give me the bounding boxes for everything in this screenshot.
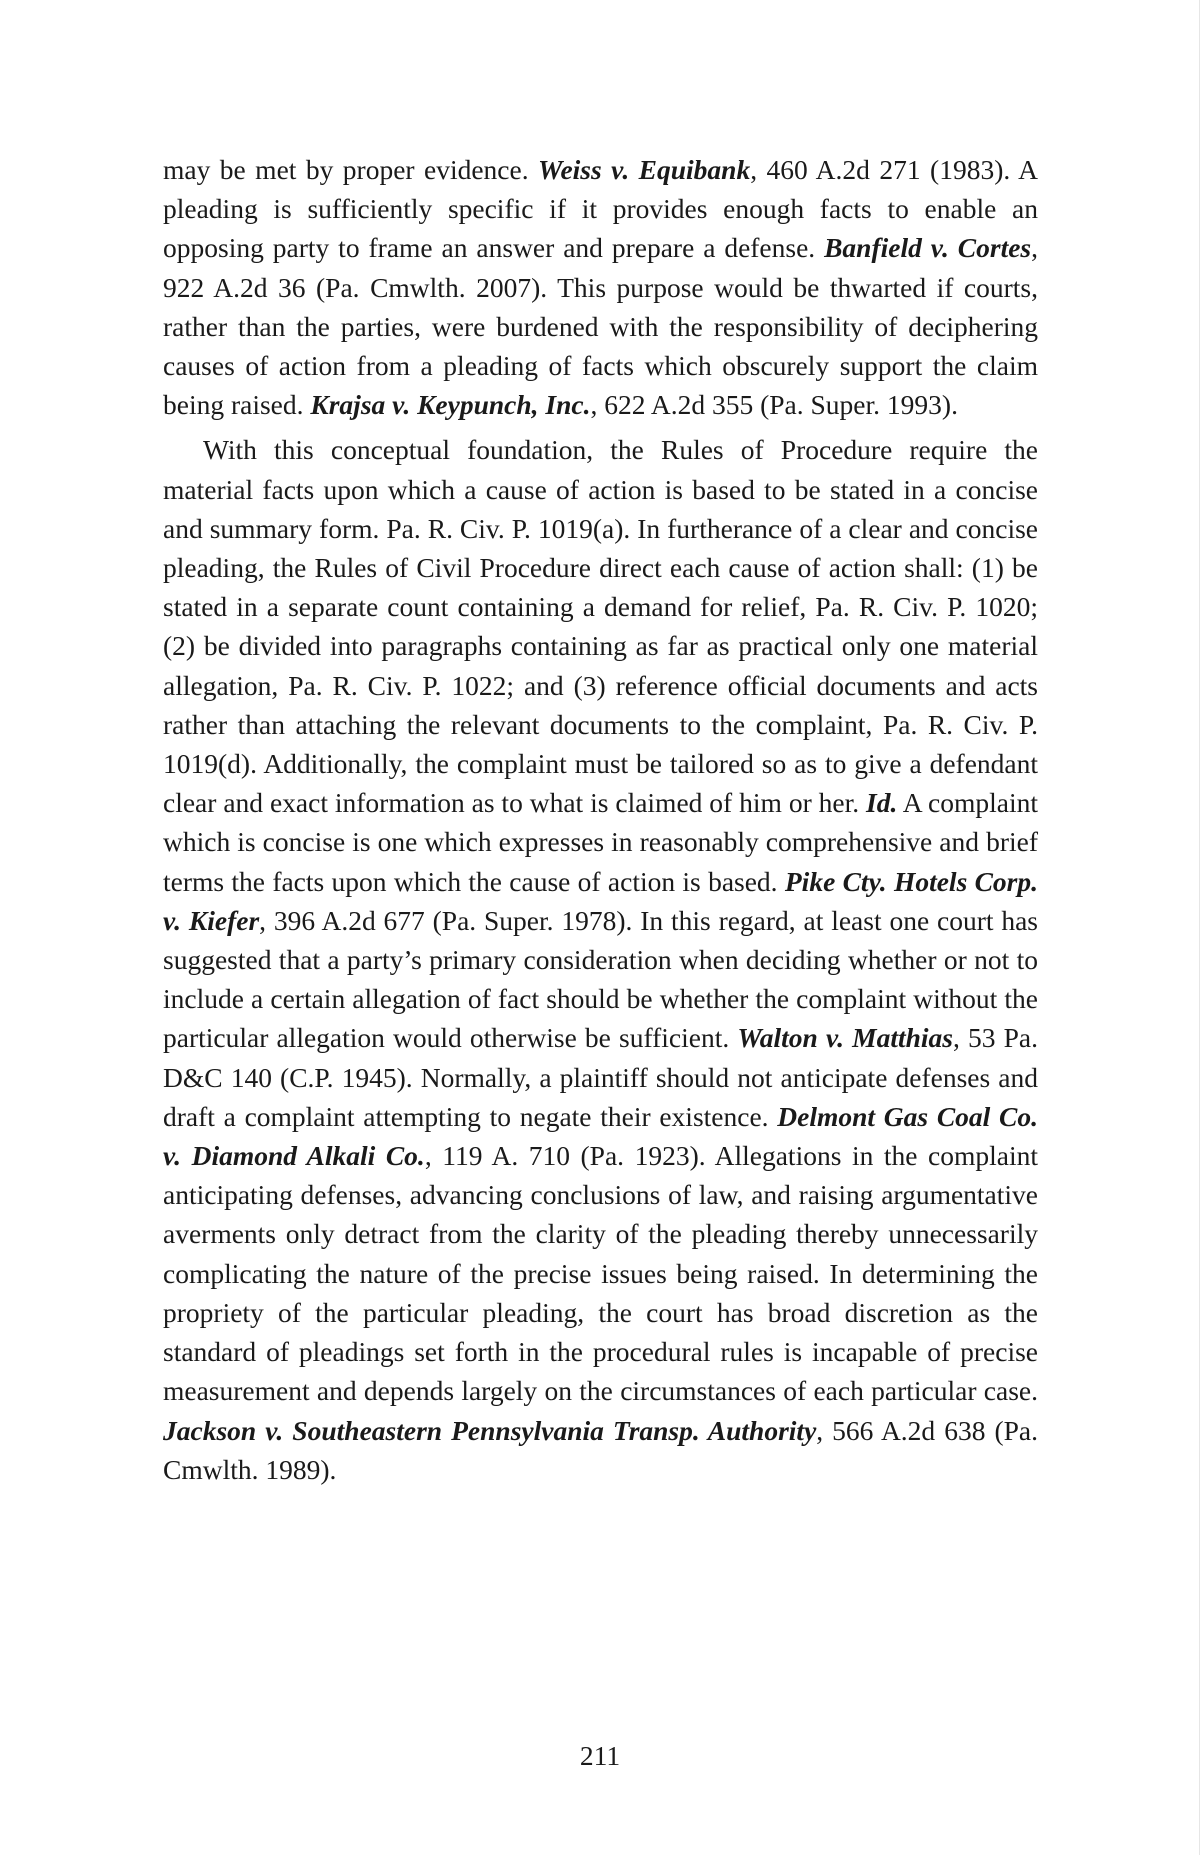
page-number: 211 xyxy=(579,1740,621,1771)
text-run: , 53 Pa. D&C 140 (C.P. 1945). Normally, a plaintiff should not anticipate defenses and draft a complaint attempting to negate their existence. xyxy=(163,1022,1038,1132)
case-citation: Jackson v. Southeastern Pennsylvania Transp. Authority xyxy=(163,1414,817,1446)
case-citation: Banfield v. Cortes xyxy=(824,232,1032,264)
text-run: A complaint which is concise is one which expresses in reasonably comprehensive and brief terms the facts upon which the cause of action is based. xyxy=(163,787,1038,897)
case-citation: Walton v. Matthias xyxy=(737,1022,953,1054)
body-text xyxy=(163,150,1038,1489)
text-run: may be met by proper evidence. xyxy=(163,154,539,185)
text-run: , 460 A.2d 271 (1983). A pleading is sufficiently specific if it provides enough facts to enable an opposing party to frame an answer and prepare a defense. xyxy=(163,154,1039,264)
paragraph-2 xyxy=(163,430,1038,1488)
case-citation: Pike Cty. Hotels Corp. v. Kiefer xyxy=(163,865,1039,936)
text-run: , 566 A.2d 638 (Pa. Cmwlth. 1989). xyxy=(163,1414,1039,1485)
text-run: With this conceptual foundation, the Rules of Procedure require the material facts upon which a cause of action is based to be stated in a concise and summary form. Pa. R. Civ. P. 1019(a). In furtherance of a clear and concise pleading, the Rules of Civil Procedure direct each cause of action shall: (1) be stated in a separate count containing a demand for relief, Pa. R. Civ. P. 1020; (2) be divided into paragraphs containing as far as practical only one material allegation, Pa. R. Civ. P. 1022; and (3) reference official documents and acts rather than attaching the relevant documents to the complaint, Pa. R. Civ. P. 1019(d). Additionally, the complaint must be tailored so as to give a defendant clear and exact information as to what is claimed of him or her. xyxy=(163,434,1038,819)
case-citation: Delmont Gas Coal Co. v. Diamond Alkali Co. xyxy=(163,1100,1038,1172)
paragraph-1 xyxy=(163,150,1038,424)
text-run: , 922 A.2d 36 (Pa. Cmwlth. 2007). This purpose would be thwarted if courts, rather than the parties, were burdened with the responsibility of deciphering causes of action from a pleading of facts which obscurely support the claim being raised. xyxy=(163,232,1038,421)
case-citation: Weiss v. Equibank xyxy=(538,154,751,185)
text-run: , 622 A.2d 355 (Pa. Super. 1993). xyxy=(590,389,958,421)
text-run: , 396 A.2d 677 (Pa. Super. 1978). In this regard, at least one court has suggested that a party’s primary consideration when deciding whether or not to include a certain allegation of fact should be whether the complaint without the particular allegation would otherwise be sufficient. xyxy=(163,904,1038,1054)
case-citation: Krajsa v. Keypunch, Inc. xyxy=(310,389,591,421)
text-run: , 119 A. 710 (Pa. 1923). Allegations in the complaint anticipating defenses, advancing conclusions of law, and raising argumentative averments only detract from the clarity of the pleading thereby unnecessarily complicating the nature of the precise issues being raised. In determining the propriety of the particular pleading, the court has broad discretion as the standard of pleadings set forth in the procedural rules is incapable of precise measurement and depends largely on the circumstances of each particular case. xyxy=(163,1140,1038,1407)
case-citation: Id. xyxy=(866,787,898,819)
